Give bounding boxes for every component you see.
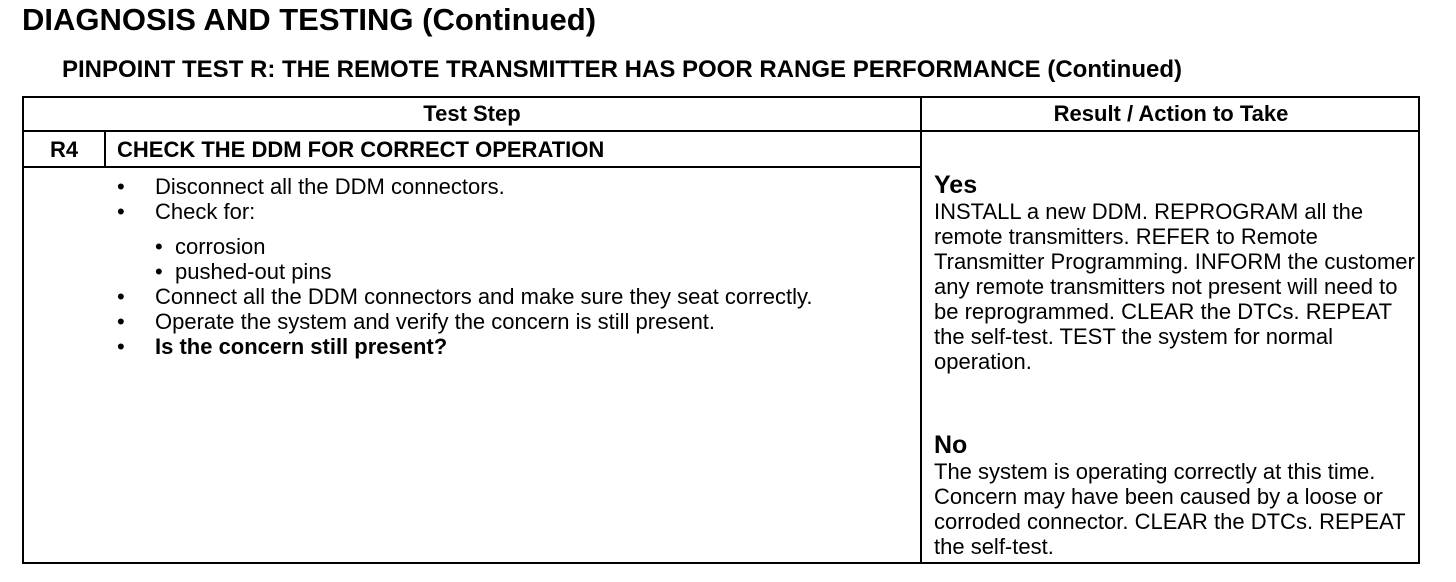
- table-divider: [104, 130, 106, 168]
- result-yes-label: Yes: [934, 171, 978, 199]
- list-item-text: Connect all the DDM connectors and make sure they seat correctly.: [155, 284, 813, 309]
- result-yes-text: INSTALL a new DDM. REPROGRAM all the remote transmitters. REFER to Remote Transmitter Programming. INFORM the customer any remote transmitters not present will need to be reprogrammed. CLEAR the DTCs. REPEAT the self-test. TEST the system for normal operation.: [934, 199, 1415, 374]
- table-divider: [22, 130, 1420, 132]
- result-no: [934, 432, 1418, 559]
- sub-list-item: [155, 234, 902, 259]
- sub-bullet: •: [155, 234, 163, 259]
- sub-bullet: •: [155, 259, 163, 284]
- list-item: [112, 284, 902, 309]
- sub-list-item-text: corrosion: [175, 234, 266, 259]
- sub-list-item-text: pushed-out pins: [175, 259, 332, 284]
- list-item: [112, 334, 902, 359]
- question-text: Is the concern still present?: [155, 334, 448, 359]
- result-no-text: The system is operating correctly at this time. Concern may have been caused by a loose or corroded connector. CLEAR the DTCs. REPEAT the self-test.: [934, 459, 1406, 559]
- bullet: •: [117, 199, 125, 224]
- step-instructions: [112, 174, 902, 359]
- column-header-test-step: Test Step: [423, 101, 521, 126]
- result-yes: [934, 172, 1418, 374]
- sub-list-item: [155, 259, 902, 284]
- check-for-list: [155, 234, 902, 284]
- list-item-text: Check for:: [155, 199, 256, 224]
- pinpoint-test-title: PINPOINT TEST R: THE REMOTE TRANSMITTER HAS POOR RANGE PERFORMANCE (Continued): [62, 56, 1182, 83]
- list-item-text: Disconnect all the DDM connectors.: [155, 174, 505, 199]
- step-title: CHECK THE DDM FOR CORRECT OPERATION: [117, 137, 605, 162]
- table-divider: [22, 166, 922, 168]
- step-id: R4: [49, 137, 79, 162]
- list-item: [112, 199, 902, 224]
- list-item-text: Operate the system and verify the concern is still present.: [155, 309, 716, 334]
- bullet: •: [117, 174, 125, 199]
- page-title: DIAGNOSIS AND TESTING (Continued): [22, 2, 597, 37]
- list-item: [112, 309, 902, 334]
- bullet: •: [117, 284, 125, 309]
- column-header-result: Result / Action to Take: [1053, 101, 1289, 126]
- list-item: [112, 174, 902, 199]
- result-no-label: No: [934, 431, 968, 459]
- bullet: •: [117, 334, 125, 359]
- bullet: •: [117, 309, 125, 334]
